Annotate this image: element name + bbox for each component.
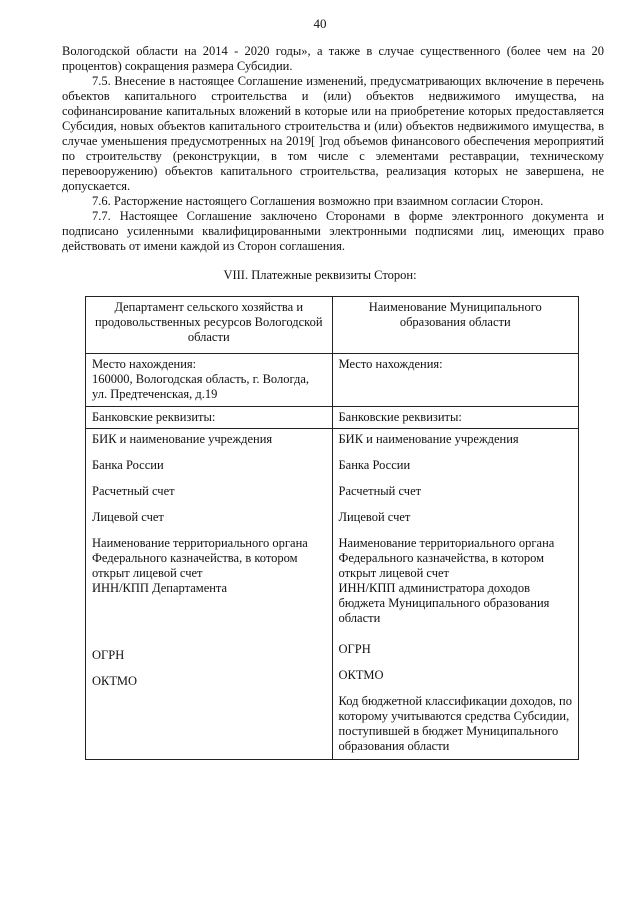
list-item: Банка России	[338, 458, 411, 472]
page-number: 40	[313, 16, 327, 31]
table-row	[86, 354, 579, 407]
right-location: Место нахождения:	[332, 354, 579, 407]
left-party-header: Департамент сельского хозяйства и продовольственных ресурсов Вологодской области	[86, 297, 333, 354]
list-item: Лицевой счет	[338, 510, 411, 524]
paragraph-7-7: 7.7. Настоящее Соглашение заключено Сторонами в форме электронного документа и подписано усиленными квалифицированными электронными подписями лиц, имеющих право действовать от имени каждой из Сторон соглашения.	[62, 209, 604, 253]
payment-details-table	[85, 296, 579, 760]
list-item: БИК и наименование учреждения	[338, 432, 519, 446]
paragraph-continuation: Вологодской области на 2014 - 2020 годы», а также в случае существенного (более чем на 20 процентов) сокращения размера Субсидии.	[62, 44, 604, 73]
section-title: VIII. Платежные реквизиты Сторон:	[223, 268, 417, 282]
left-bank-details	[86, 429, 333, 760]
agreement-text	[62, 44, 604, 254]
table-row	[86, 407, 579, 429]
list-item: БИК и наименование учреждения	[92, 432, 273, 446]
table-row	[86, 297, 579, 354]
list-item: Лицевой счет	[92, 510, 164, 524]
left-location: Место нахождения: 160000, Вологодская область, г. Вологда, ул. Предтеченская, д.19	[86, 354, 333, 407]
right-bank-label: Банковские реквизиты:	[332, 407, 579, 429]
paragraph-7-5: 7.5. Внесение в настоящее Соглашение изменений, предусматривающих включение в перечень объектов капитального строительства и (или) объектов недвижимого имущества, на софинансирование капитальных вложений в которые или на приобретение которых предоставляется Субсидия, новых объектов капитального строительства и (или) объектов недвижимого имущества, в случае уменьшения предусмотренных на 2019[ ]год объемов финансового обеспечения мероприятий по строительству (реконструкции, в том числе с элементами реставрации, техническому перевооружению) объектов капитального строительства, реализация которых не завершена, не допускается.	[62, 74, 604, 193]
list-item: ОКТМО	[92, 674, 137, 688]
list-item: Наименование территориального органа Федерального казначейства, в котором открыт лицевой счет ИНН/КПП администратора доходов бюджета Муниципального образования области	[338, 536, 555, 625]
table-row	[86, 429, 579, 760]
list-item: Наименование территориального органа Федерального казначейства, в котором открыт лицевой счет ИНН/КПП Департамента	[92, 536, 308, 595]
list-item: ОКТМО	[338, 668, 384, 682]
list-item: Код бюджетной классификации доходов, по которому учитываются средства Субсидии, поступившей в бюджет Муниципального образования области	[338, 694, 572, 753]
right-bank-details	[332, 429, 579, 760]
list-item: ОГРН	[92, 648, 125, 662]
right-party-header: Наименование Муниципального образования области	[332, 297, 579, 354]
list-item: Расчетный счет	[338, 484, 422, 498]
list-item: Расчетный счет	[92, 484, 175, 498]
left-bank-label: Банковские реквизиты:	[86, 407, 333, 429]
list-item: ОГРН	[338, 642, 371, 656]
list-item: Банка России	[92, 458, 164, 472]
paragraph-7-6: 7.6. Расторжение настоящего Соглашения возможно при взаимном согласии Сторон.	[92, 194, 544, 208]
